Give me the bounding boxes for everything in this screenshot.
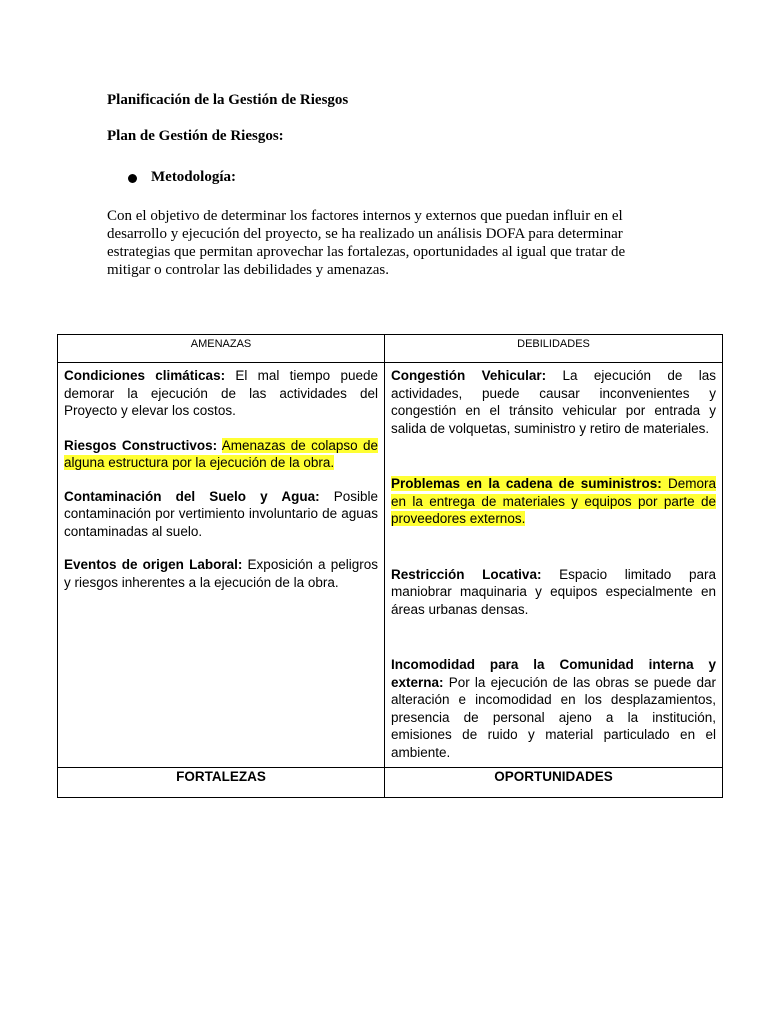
item-text: El mal tiempo puede demorar la ejecución de las actividades del Proyecto y elevar los costos.: [64, 368, 378, 418]
intro-paragraph: Con el objetivo de determinar los factores internos y externos que puedan influir en el desarrollo y ejecución del proyecto, se ha realizado un análisis DOFA para determinar estrategias que permitan aprovechar las fortalezas, oportunidades al igual que tratar de mitigar o controlar las debilidades y amenazas.: [107, 208, 626, 278]
table-footer-row: [58, 768, 723, 798]
item-title: Congestión Vehicular:: [391, 368, 547, 383]
table-content-row: [58, 363, 723, 768]
bullet-label: Metodología:: [151, 169, 236, 185]
header-oportunidades: OPORTUNIDADES: [385, 768, 723, 798]
item-text: La ejecución de las actividades, puede causar inconvenientes y congestión en el tránsito vehicular por entrada y salida de volquetas, suministro y retiro de materiales.: [391, 368, 716, 436]
item-text: Por la ejecución de las obras se puede dar alteración e incomodidad en los desplazamientos, presencia de personal ajeno a la institución, emisiones de ruido y material particulado en el ambiente.: [391, 674, 716, 760]
header-fortalezas: FORTALEZAS: [58, 768, 385, 798]
item-text-highlighted: Demora en la entrega de materiales y equipos por parte de proveedores externos.: [391, 476, 717, 526]
bullet-item: [128, 169, 236, 186]
amenaza-item: [64, 437, 378, 472]
debilidad-item: [391, 475, 716, 528]
debilidades-cell: [385, 363, 723, 768]
item-title: Incomodidad para la Comunidad interna y externa:: [391, 657, 716, 690]
item-text: Exposición a peligros y riesgos inherentes a la ejecución de la obra.: [64, 557, 379, 590]
document-heading: Planificación de la Gestión de Riesgos: [107, 92, 349, 108]
section-heading: Plan de Gestión de Riesgos:: [107, 128, 284, 144]
item-title: Eventos de origen Laboral:: [64, 557, 243, 572]
item-title: Contaminación del Suelo y Agua:: [64, 488, 320, 504]
header-amenazas: AMENAZAS: [58, 335, 385, 363]
amenazas-cell: [58, 363, 385, 768]
header-debilidades: DEBILIDADES: [385, 335, 723, 363]
debilidad-item: [391, 656, 716, 761]
debilidad-item: [391, 566, 716, 619]
item-title: Restricción Locativa:: [391, 566, 542, 582]
item-title: Riesgos Constructivos:: [64, 437, 218, 453]
table-header-row: [58, 335, 723, 363]
bullet-icon: [128, 174, 137, 183]
item-title: Problemas en la cadena de suministros:: [391, 476, 662, 491]
debilidad-item: [391, 367, 716, 437]
amenaza-item: [64, 367, 378, 420]
dofa-table: [57, 334, 723, 798]
amenaza-item: [64, 556, 378, 591]
item-text: Espacio limitado para maniobrar maquinaria y equipos especialmente en áreas urbanas densas.: [391, 566, 716, 617]
item-text-highlighted: Amenazas de colapso de alguna estructura por la ejecución de la obra.: [64, 437, 378, 470]
item-title: Condiciones climáticas:: [64, 368, 226, 383]
amenaza-item: [64, 488, 378, 541]
item-text: Posible contaminación por vertimiento involuntario de aguas contaminadas al suelo.: [64, 488, 378, 539]
